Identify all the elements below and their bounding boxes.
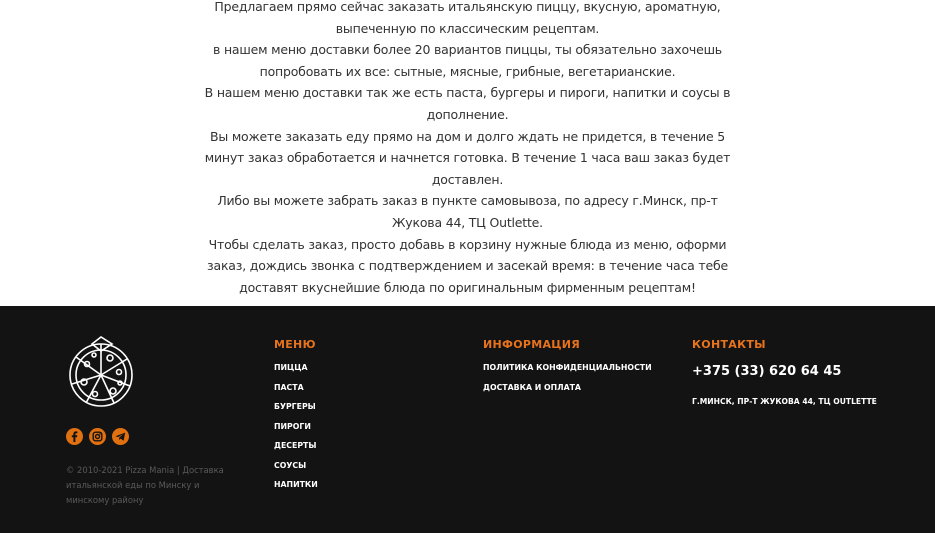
info-item-privacy[interactable]: ПОЛИТИКА КОНФИДЕНЦИАЛЬНОСТИ (483, 363, 652, 372)
contacts-title: КОНТАКТЫ (692, 338, 766, 351)
footer-info-list (483, 363, 652, 402)
menu-item-pasta[interactable]: ПАСТА (274, 382, 304, 392)
address-text: Г.МИНСК, ПР-Т ЖУКОВА 44, ТЦ OUTLETTE (692, 397, 877, 406)
facebook-icon[interactable] (66, 428, 83, 445)
phone-link[interactable]: +375 (33) 620 64 45 (692, 364, 842, 379)
intro-paragraph: Либо вы можете забрать заказ в пункте самовывоза, по адресу г.Минск, пр-т Жукова 44, ТЦ Outlette. (217, 193, 718, 230)
intro-paragraph: В нашем меню доставки так же есть паста, бургеры и пироги, напитки и соусы в дополнение. (204, 85, 731, 122)
menu-item-sauces[interactable]: СОУСЫ (274, 460, 307, 470)
footer-menu-list (274, 363, 318, 500)
intro-paragraph: Предлагаем прямо сейчас заказать итальянскую пиццу, вкусную, ароматную, выпеченную по классическим рецептам. (214, 0, 721, 36)
social-links (66, 428, 129, 445)
menu-title: МЕНЮ (274, 338, 316, 351)
menu-item-pies[interactable]: ПИРОГИ (274, 421, 311, 431)
pizza-logo-icon (68, 336, 134, 408)
menu-item-drinks[interactable]: НАПИТКИ (274, 480, 318, 489)
site-footer (0, 306, 935, 533)
intro-text (195, 0, 740, 298)
menu-item-burgers[interactable]: БУРГЕРЫ (274, 402, 316, 411)
instagram-icon[interactable] (89, 428, 106, 445)
telegram-icon[interactable] (112, 428, 129, 445)
menu-item-desserts[interactable]: ДЕСЕРТЫ (274, 441, 317, 450)
menu-item-pizza[interactable]: ПИЦЦА (274, 363, 308, 372)
info-item-delivery[interactable]: ДОСТАВКА И ОПЛАТА (483, 382, 581, 392)
intro-paragraph: Вы можете заказать еду прямо на дом и долго ждать не придется, в течение 5 минут заказ обработается и начнется готовка. В течение 1 часа ваш заказ будет доставлен. (204, 128, 731, 187)
info-title: ИНФОРМАЦИЯ (483, 338, 581, 351)
pizza-logo[interactable] (68, 336, 134, 408)
copyright-text: © 2010-2021 Pizza Mania | Доставка итальянской еды по Минску и минскому району (66, 465, 224, 505)
intro-paragraph: в нашем меню доставки более 20 вариантов пиццы, ты обязательно захочешь попробовать их все: сытные, мясные, грибные, вегетарианские. (213, 42, 722, 79)
intro-paragraph: Чтобы сделать заказ, просто добавь в корзину нужные блюда из меню, оформи заказ, дождись звонка с подтверждением и засекай время: в течение часа тебе доставят вкуснейшие блюда по оригинальным фирменным рецептам! (207, 236, 728, 295)
